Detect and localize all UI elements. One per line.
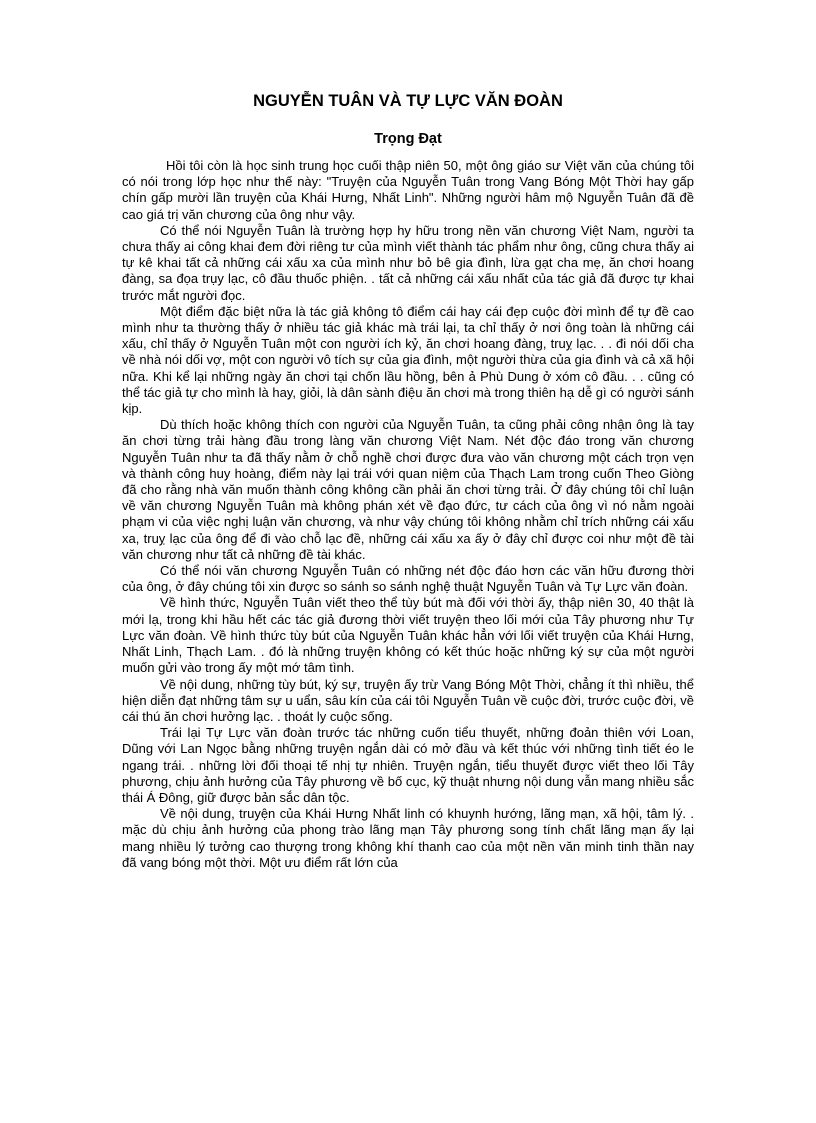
- paragraph: Một điểm đặc biệt nữa là tác giả không tô điểm cái hay cái đẹp cuộc đời mình để tự đề cao mình như ta thường thấy ở nhiều tác giả khác mà trái lại, ta chỉ thấy ở nơi ông toàn là những cái xấu, chỉ thấy ở Nguyễn Tuân một con người ích kỷ, ăn chơi hoang đàng, truỵ lạc. . . đi nói dối cha về nhà nói dối vợ, một con người vô tích sự của gia đình, một người thừa của gia đình và cả xã hội nữa. Khi kể lại những ngày ăn chơi tại chốn lầu hồng, bên ả Phù Dung ở xóm cô đầu. . . cũng có thể tác giả tự cho mình là hay, giỏi, là dân sành điệu ăn chơi mà trong thiên hạ dễ gì có người sánh kịp.: [122, 303, 694, 417]
- paragraph: Về hình thức, Nguyễn Tuân viết theo thể tùy bút mà đối với thời ấy, thập niên 30, 40 thật là mới lạ, trong khi hầu hết các tác giả đương thời viết truyện theo lối mới của Tây phương như Tự Lực văn đoàn. Về hình thức tùy bút của Nguyễn Tuân khác hẳn với lối viết truyện của Khái Hưng, Nhất Linh, Thạch Lam. . đó là những truyện không có kết thúc hoặc những ký sự của một người muốn gửi vào trong ấy một mớ tâm tình.: [122, 595, 694, 676]
- paragraph: Về nội dung, truyện của Khái Hưng Nhất linh có khuynh hướng, lãng mạn, xã hội, tâm lý. . mặc dù chịu ảnh hưởng của phong trào lãng mạn Tây phương song tính chất lãng mạn ấy lại mang nhiều lý tưởng cao thượng trong không khí thanh cao của một nền văn minh tinh thần nay đã vang bóng một thời. Một ưu điểm rất lớn của: [122, 806, 694, 870]
- paragraph: Có thể nói Nguyễn Tuân là trường hợp hy hữu trong nền văn chương Việt Nam, người ta chưa thấy ai công khai đem đời riêng tư của mình viết thành tác phẩm như ông, cũng chưa thấy ai tự kê khai tất cả những cái xấu xa của mình như bỏ bê gia đình, lừa gạt cha mẹ, ăn chơi hoang đàng, sa đọa trụy lạc, cô đầu thuốc phiện. . tất cả những cái xấu nhất của tác giả đã được tự khai trước mắt người đọc.: [122, 222, 694, 303]
- paragraph: Hồi tôi còn là học sinh trung học cuối thập niên 50, một ông giáo sư Việt văn của chúng tôi có nói trong lớp học như thế này: "Truyện của Nguyễn Tuân trong Vang Bóng Một Thời hay gấp chín gấp mười lần truyện của Khái Hưng, Nhất Linh". Những người hâm mộ Nguyễn Tuân đã đề cao giá trị văn chương của ông như vậy.: [122, 158, 694, 222]
- paragraph: Về nội dung, những tùy bút, ký sự, truyện ấy trừ Vang Bóng Một Thời, chẳng ít thì nhiều, thể hiện diễn đạt những tâm sự u uẩn, sâu kín của cái tôi Nguyễn Tuân về cuộc đời, trước cuộc đời, về cái thú ăn chơi hưởng lạc. . thoát ly cuộc sống.: [122, 676, 694, 724]
- document-page: [122, 92, 694, 871]
- document-author: Trọng Đạt: [374, 131, 442, 147]
- paragraph: Dù thích hoặc không thích con người của Nguyễn Tuân, ta cũng phải công nhận ông là tay ăn chơi từng trải hàng đầu trong làng văn chương Việt Nam. Nét độc đáo trong văn chương Nguyễn Tuân như ta đã thấy nằm ở chỗ nghề chơi được đưa vào văn chương một cách trọn vẹn và thành công huy hoàng, điểm này lại trái với quan niệm của Thạch Lam trong cuốn Theo Giòng đã cho rằng nhà văn muốn thành công không cần phải ăn chơi từng trải. Ở đây chúng tôi chỉ luận về văn chương Nguyễn Tuân mà không phán xét về đạo đức, tư cách của ông vì nó nằm ngoài phạm vi của việc nghị luận văn chương, và như vậy chúng tôi không nhằm chỉ trích những cái xấu xa, truỵ lạc của ông để đi vào chỗ lạc đề, những cái xấu xa ấy ở đây chỉ được coi như một đề tài văn chương như tất cả những đề tài khác.: [122, 417, 694, 562]
- paragraph: Có thể nói văn chương Nguyễn Tuân có những nét độc đáo hơn các văn hữu đương thời của ông, ở đây chúng tôi xin được so sánh so sánh nghệ thuật Nguyễn Tuân và Tự Lực văn đoàn.: [122, 563, 694, 595]
- document-title: NGUYỄN TUÂN VÀ TỰ LỰC VĂN ĐOÀN: [253, 92, 563, 110]
- paragraph: Trái lại Tự Lực văn đoàn trước tác những cuốn tiểu thuyết, những đoản thiên với Loan, Dũng với Lan Ngọc bằng những truyện ngắn dài có mở đầu và kết thúc với những tình tiết éo le ngang trái. . những lời đối thoại tế nhị tự nhiên. Truyện ngắn, tiểu thuyết được viết theo lối Tây phương, chịu ảnh hưởng của Tây phương về bố cục, kỹ thuật nhưng nội dung vẫn mang nhiều sắc thái Á Đông, giữ được bản sắc dân tộc.: [122, 725, 694, 805]
